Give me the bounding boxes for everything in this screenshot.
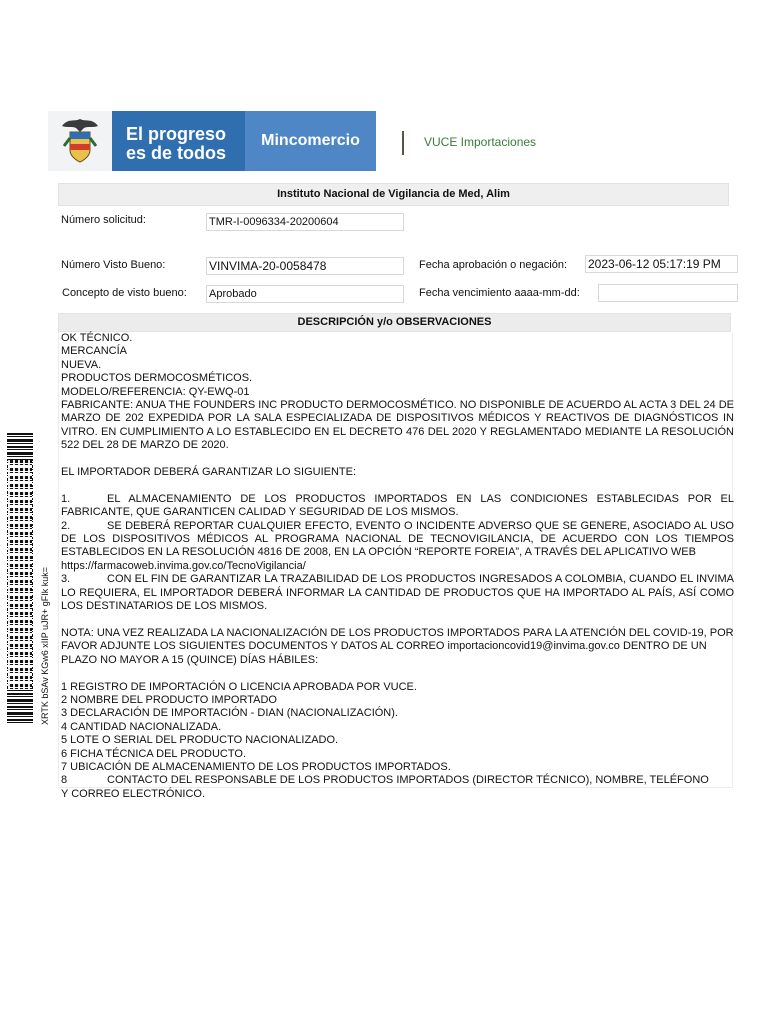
header-banner bbox=[48, 111, 376, 171]
coat-of-arms-icon bbox=[48, 111, 112, 171]
item-text: CON EL FIN DE GARANTIZAR LA TRAZABILIDAD DE LOS PRODUCTOS INGRESADOS A COLOMBIA, CUANDO EL INVIMA LO REQUIERA, EL IMPORTADOR DEBERÁ INFORMAR LA CANTIDAD DE PRODUCTOS QUE HA IMPORTADO AL PAÍS, ASÍ COMO LOS DESTINATARIOS DE LOS MISMOS. bbox=[61, 573, 734, 613]
document-item: 6 FICHA TÉCNICA DEL PRODUCTO. bbox=[61, 747, 247, 760]
numero-visto-label: Número Visto Bueno: bbox=[61, 259, 166, 271]
guarantee-item-1 bbox=[61, 493, 734, 520]
fecha-aprobacion-field[interactable]: 2023-06-12 05:17:19 PM bbox=[585, 255, 738, 273]
item-number: 1. bbox=[61, 492, 71, 505]
slogan bbox=[112, 111, 245, 171]
verification-code-text: XRTK bSAv KGw6 xIIP uJR+ gFIk kuk= bbox=[40, 566, 50, 725]
document-item: 7 UBICACIÓN DE ALMACENAMIENTO DE LOS PRODUCTOS IMPORTADOS. bbox=[61, 760, 451, 773]
tecnovigilancia-link[interactable]: https://farmacoweb.invima.gov.co/TecnoVigilancia/ bbox=[61, 559, 306, 572]
numero-solicitud-label: Número solicitud: bbox=[61, 214, 146, 226]
document-item: 4 CANTIDAD NACIONALIZADA. bbox=[61, 720, 222, 733]
importador-heading: EL IMPORTADOR DEBERÁ GARANTIZAR LO SIGUIENTE: bbox=[61, 466, 357, 479]
desc-line: NUEVA. bbox=[61, 358, 102, 371]
desc-line: OK TÉCNICO. bbox=[61, 332, 133, 344]
document-item: 1 REGISTRO DE IMPORTACIÓN O LICENCIA APROBADA POR VUCE. bbox=[61, 680, 417, 693]
description-text bbox=[61, 332, 734, 801]
item-text: CONTACTO DEL RESPONSABLE DE LOS PRODUCTOS IMPORTADOS (DIRECTOR TÉCNICO), NOMBRE, TELÉFONO bbox=[107, 774, 709, 787]
item-text: SE DEBERÁ REPORTAR CUALQUIER EFECTO, EVENTO O INCIDENTE ADVERSO QUE SE GENERE, ASOCIADO AL USO DE LOS DISPOSITIVOS MÉDICOS AL PROGRAMA NACIONAL DE TECNOVIGILANCIA, DE ACUERDO CON LOS TIEMPOS ESTABLECIDOS EN LA RESOLUCIÓN 4816 DE 2008, EN LA OPCIÓN “REPORTE FOREIA”, A TRAVÉS DEL APLICATIVO WEB bbox=[61, 519, 734, 559]
concepto-label: Concepto de visto bueno: bbox=[62, 287, 187, 299]
institute-title: Instituto Nacional de Vigilancia de Med, Alim bbox=[58, 183, 729, 206]
document-item: 2 NOMBRE DEL PRODUCTO IMPORTADO bbox=[61, 693, 277, 706]
document-item: 5 LOTE O SERIAL DEL PRODUCTO NACIONALIZADO. bbox=[61, 734, 339, 747]
fabricante-paragraph: FABRICANTE: ANUA THE FOUNDERS INC PRODUCTO DERMOCOSMÉTICO. NO DISPONIBLE DE ACUERDO AL ACTA 3 DEL 24 DE MARZO DE 202 EXPEDIDA POR LA SALA ESPECIALIZADA DE DISPOSITIVOS MÉDICOS Y REACTIVOS DE DIAGNÓSTICOS IN VITRO. EN CUMPLIMIENTO A LO ESTABLECIDO EN EL DECRETO 476 DEL 2020 Y REGLAMENTADO MEDIANTE LA RESOLUCIÓN 522 DEL 28 DE MARZO DE 2020. bbox=[61, 399, 734, 452]
fecha-vencimiento-label: Fecha vencimiento aaaa-mm-dd: bbox=[419, 287, 580, 299]
ministry-logo: Mincomercio bbox=[245, 111, 376, 171]
document-item-continuation: Y CORREO ELECTRÓNICO. bbox=[61, 787, 206, 800]
header-divider bbox=[402, 131, 404, 155]
fecha-aprobacion-label: Fecha aprobación o negación: bbox=[419, 259, 567, 271]
guarantee-item-3 bbox=[61, 573, 734, 613]
concepto-field[interactable]: Aprobado bbox=[206, 285, 404, 303]
desc-line: MODELO/REFERENCIA: QY-EWQ-01 bbox=[61, 385, 250, 398]
nota-paragraph: NOTA: UNA VEZ REALIZADA LA NACIONALIZACIÓN DE LOS PRODUCTOS IMPORTADOS PARA LA ATENCIÓN DEL COVID-19, POR FAVOR ADJUNTE LOS SIGUIENTES DOCUMENTOS Y DATOS AL CORREO importacioncovid19@invima.gov.co DENTRO DE UN PLAZO NO MAYOR A 15 (QUINCE) DÍAS HÁBILES: bbox=[61, 626, 734, 666]
slogan-line-2: es de todos bbox=[126, 143, 227, 163]
guarantee-item-2 bbox=[61, 520, 734, 560]
desc-line: MERCANCÍA bbox=[61, 345, 128, 358]
fecha-vencimiento-field[interactable] bbox=[598, 284, 738, 302]
item-number: 3. bbox=[61, 573, 71, 586]
description-header: DESCRIPCIÓN y/o OBSERVACIONES bbox=[58, 313, 731, 332]
numero-solicitud-field[interactable]: TMR-I-0096334-20200604 bbox=[206, 213, 404, 231]
numero-visto-field[interactable]: VINVIMA-20-0058478 bbox=[206, 257, 404, 275]
item-number: 2. bbox=[61, 519, 71, 532]
verification-code-pattern bbox=[8, 460, 32, 690]
item-text: EL ALMACENAMIENTO DE LOS PRODUCTOS IMPORTADOS EN LAS CONDICIONES ESTABLECIDAS POR EL FABRICANTE, QUE GARANTICEN CALIDAD Y SEGURIDAD DE LOS MISMOS. bbox=[61, 492, 734, 519]
slogan-line-1: El progreso bbox=[126, 124, 227, 144]
item-number: 8 bbox=[61, 774, 68, 787]
document-item bbox=[61, 774, 734, 787]
document-item: 3 DECLARACIÓN DE IMPORTACIÓN - DIAN (NACIONALIZACIÓN). bbox=[61, 707, 398, 720]
desc-line: PRODUCTOS DERMOCOSMÉTICOS. bbox=[61, 372, 253, 385]
system-name: VUCE Importaciones bbox=[424, 135, 537, 149]
